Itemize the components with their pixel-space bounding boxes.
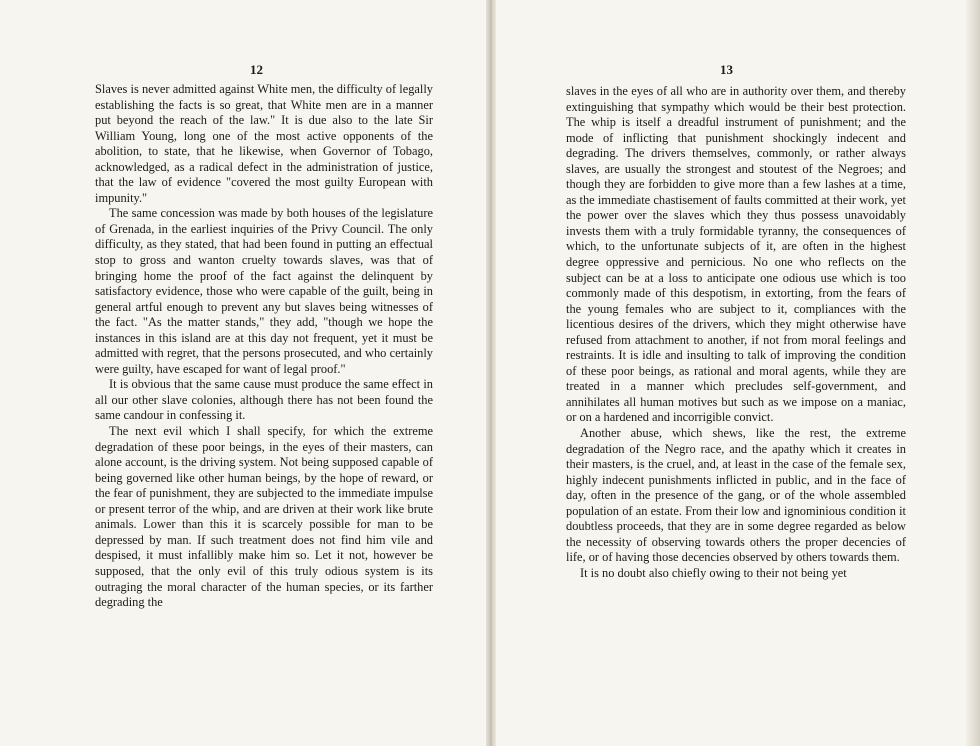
left-paragraph-3: It is obvious that the same cause must produce the same effect in all our other slave colonies, although there has not been found the same candour in confessing it. (95, 377, 433, 423)
left-page-text (95, 82, 433, 611)
left-paragraph-1: Slaves is never admitted against White men, the difficulty of legally establishing the facts is so great, that White men are in a manner put beyond the reach of the law." It is due also to the late Sir William Young, long one of the most active opponents of the abolition, to state, that he likewise, when Governor of Tobago, acknowledged, as a radical defect in the administration of justice, that the law of evidence "covered the most guilty European with impunity." (95, 82, 433, 205)
right-page-edge (966, 0, 980, 746)
right-paragraph-3: It is no doubt also chiefly owing to their not being yet (580, 565, 847, 580)
right-page-text (566, 84, 906, 582)
book-gutter (486, 0, 496, 746)
left-paragraph-2: The same concession was made by both houses of the legislature of Grenada, in the earliest inquiries of the Privy Council. The only difficulty, as they stated, that had been found in putting an effectual stop to gross and wanton cruelty towards slaves, was that of bringing home the proof of the fact against the delinquent by satisfactory evidence, those who were capable of the guilt, being in general artful enough to prevent any but slaves being witnesses of the fact. "As the matter stands," they add, "though we hope the instances in this island are at this day not frequent, yet it must be admitted with regret, that the persons prosecuted, and who certainly were guilty, have escaped for want of legal proof." (95, 206, 433, 376)
right-page-number: 13 (720, 62, 733, 77)
right-paragraph-2: Another abuse, which shews, like the rest, the extreme degradation of the Negro race, and the apathy which it creates in their masters, is the cruel, and, at least in the case of the female sex, highly indecent punishments inflicted in public, and in the face of day, often in the presence of the gang, or of the whole assembled population of an estate. From their low and ignominious condition it doubtless proceeds, that they are in some degree regarded as below the necessity of observing towards others the proper decencies of life, or of having those decencies observed by others towards them. (566, 426, 906, 565)
right-page (490, 0, 980, 746)
left-page-number: 12 (250, 62, 263, 77)
right-paragraph-1: slaves in the eyes of all who are in authority over them, and thereby extinguishing that sympathy which would be their best protection. The whip is itself a dreadful instrument of punishment; and the mode of inflicting that punishment shockingly indecent and degrading. The drivers themselves, commonly, or rather always slaves, are usually the strongest and stoutest of the Negroes; and though they are forbidden to give more than a few lashes at a time, as the immediate chastisement of faults committed at their work, yet the power over the slaves which they thus possess unavoidably invests them with a truly formidable tyranny, the consequences of which, to the unfortunate subjects of it, are often in the highest degree oppressive and pernicious. No one who reflects on the subject can be at a loss to anticipate one odious use which is too commonly made of this despotism, in extorting, from the fears of the young females who are subject to it, compliances with the licentious desires of the drivers, which they might otherwise have refused from attachment to another, if not from moral feelings and restraints. It is idle and insulting to talk of improving the condition of these poor beings, as rational and moral agents, while they are treated in a manner which precludes self-government, and annihilates all human motives but such as we impose on a maniac, or on a hardened and incorrigible convict. (566, 84, 906, 425)
left-paragraph-4: The next evil which I shall specify, for which the extreme degradation of these poor beings, in the eyes of their masters, can alone account, is the driving system. Not being supposed capable of being governed like other human beings, by the hope of reward, or the fear of punishment, they are subjected to the immediate impulse or present terror of the whip, and are driven at their work like brute animals. Lower than this it is scarcely possible for man to be depressed by man. If such treatment does not find him vile and despised, it must infallibly make him so. Let it not, however be supposed, that the only evil of this truly odious system is its outraging the moral character of the human species, or its farther degrading the (95, 424, 433, 610)
